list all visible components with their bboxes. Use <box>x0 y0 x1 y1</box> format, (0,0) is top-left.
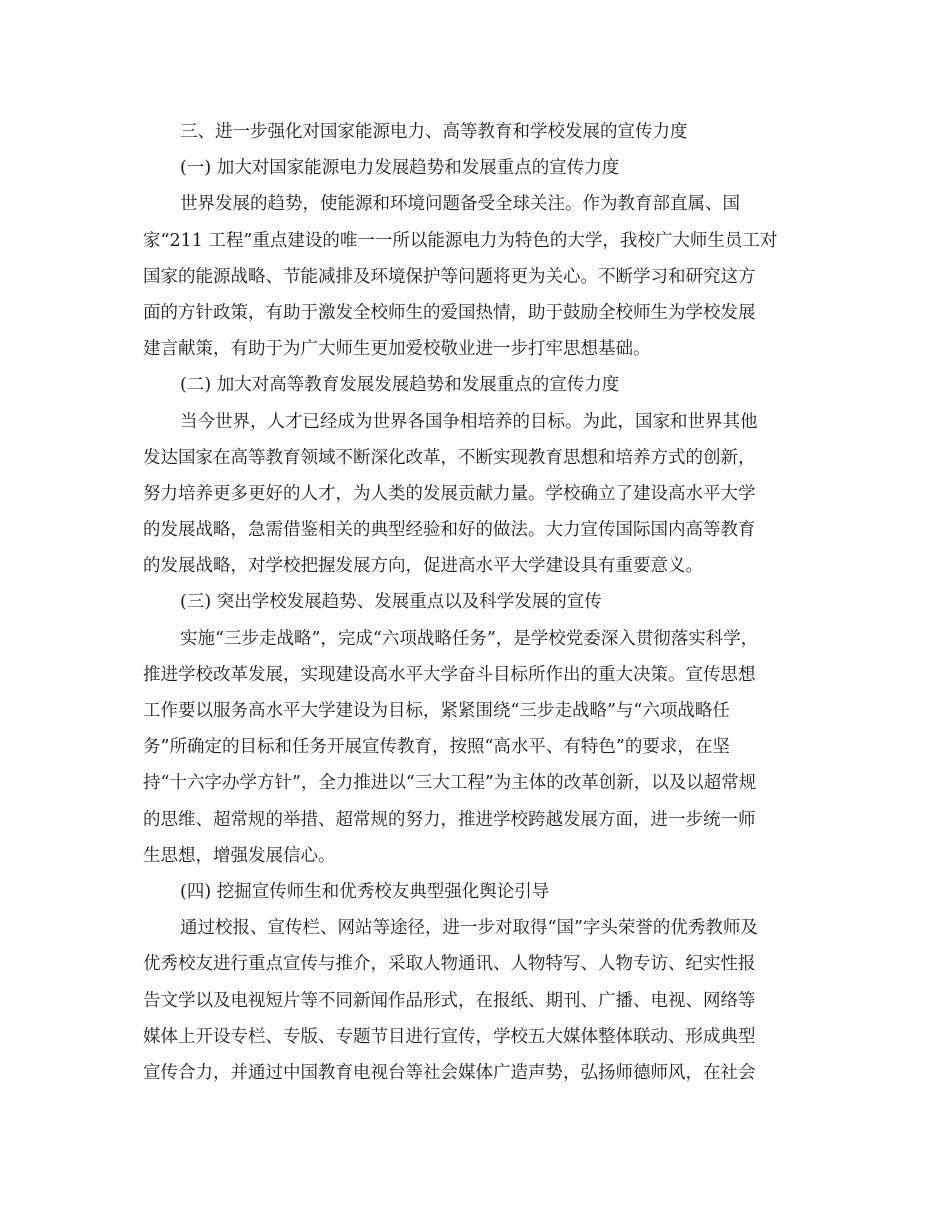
paragraph-line: 工作要以服务高水平大学建设为目标，紧紧围绕“三步走战略”与“六项战略任 <box>143 701 730 721</box>
subsection-heading-4: (四) 挖掘宣传师生和优秀校友典型强化舆论引导 <box>180 881 550 902</box>
paragraph-line: 告文学以及电视短片等不同新闻作品形式，在报纸、期刊、广播、电视、网络等 <box>143 990 756 1011</box>
paragraph-line: 家“211 工程”重点建设的唯一一所以能源电力为特色的大学，我校广大师生员工对 <box>143 230 778 251</box>
section-heading: 三、进一步强化对国家能源电力、高等教育和学校发展的宣传力度 <box>180 122 688 142</box>
document-body <box>143 114 803 1091</box>
subsection-heading-1: (一) 加大对国家能源电力发展趋势和发展重点的宣传力度 <box>180 158 620 179</box>
paragraph-line: 宣传合力，并通过中国教育电视台等社会媒体广造声势，弘扬师德师风，在社会 <box>143 1062 756 1083</box>
paragraph-line: 努力培养更多更好的人才，为人类的发展贡献力量。学校确立了建设高水平大学 <box>143 483 756 504</box>
paragraph-line: 持“十六字办学方针”，全力推进以“三大工程”为主体的改革创新，以及以超常规 <box>143 773 757 794</box>
subsection-heading-3: (三) 突出学校发展趋势、发展重点以及科学发展的宣传 <box>180 592 602 613</box>
paragraph-line: 的发展战略，对学校把握发展方向，促进高水平大学建设具有重要意义。 <box>143 556 703 577</box>
paragraph-line: 的思维、超常规的举措、超常规的努力，推进学校跨越发展方面，进一步统一师 <box>143 809 756 830</box>
subsection-heading-2: (二) 加大对高等教育发展发展趋势和发展重点的宣传力度 <box>180 375 620 396</box>
paragraph-line: 世界发展的趋势，使能源和环境问题备受全球关注。作为教育部直属、国 <box>180 194 740 215</box>
paragraph-line: 务”所确定的目标和任务开展宣传教育，按照“高水平、有特色”的要求，在坚 <box>143 737 730 758</box>
paragraph-line: 国家的能源战略、节能减排及环境保护等问题将更为关心。不断学习和研究这方 <box>143 266 756 287</box>
paragraph-line: 推进学校改革发展，实现建设高水平大学奋斗目标所作出的重大决策。宣传思想 <box>143 664 756 685</box>
paragraph-line: 面的方针政策，有助于激发全校师生的爱国热情，助于鼓励全校师生为学校发展 <box>143 302 756 323</box>
paragraph-line: 媒体上开设专栏、专版、专题节目进行宣传，学校五大媒体整体联动、形成典型 <box>143 1026 756 1047</box>
paragraph-line: 生思想，增强发展信心。 <box>143 845 336 866</box>
paragraph-line: 通过校报、宣传栏、网站等途径，进一步对取得“国”字头荣誉的优秀教师及 <box>180 918 758 939</box>
paragraph-line: 建言献策，有助于为广大师生更加爱校敬业进一步打牢思想基础。 <box>143 339 651 360</box>
paragraph-line: 当今世界，人才已经成为世界各国争相培养的目标。为此，国家和世界其他 <box>180 411 758 432</box>
paragraph-line: 优秀校友进行重点宣传与推介，采取人物通讯、人物特写、人物专访、纪实性报 <box>143 954 756 975</box>
paragraph-line: 的发展战略，急需借鉴相关的典型经验和好的做法。大力宣传国际国内高等教育 <box>143 520 756 541</box>
paragraph-line: 发达国家在高等教育领域不断深化改革，不断实现教育思想和培养方式的创新， <box>143 447 756 468</box>
paragraph-line: 实施“三步走战略”，完成“六项战略任务”，是学校党委深入贯彻落实科学， <box>180 628 759 649</box>
